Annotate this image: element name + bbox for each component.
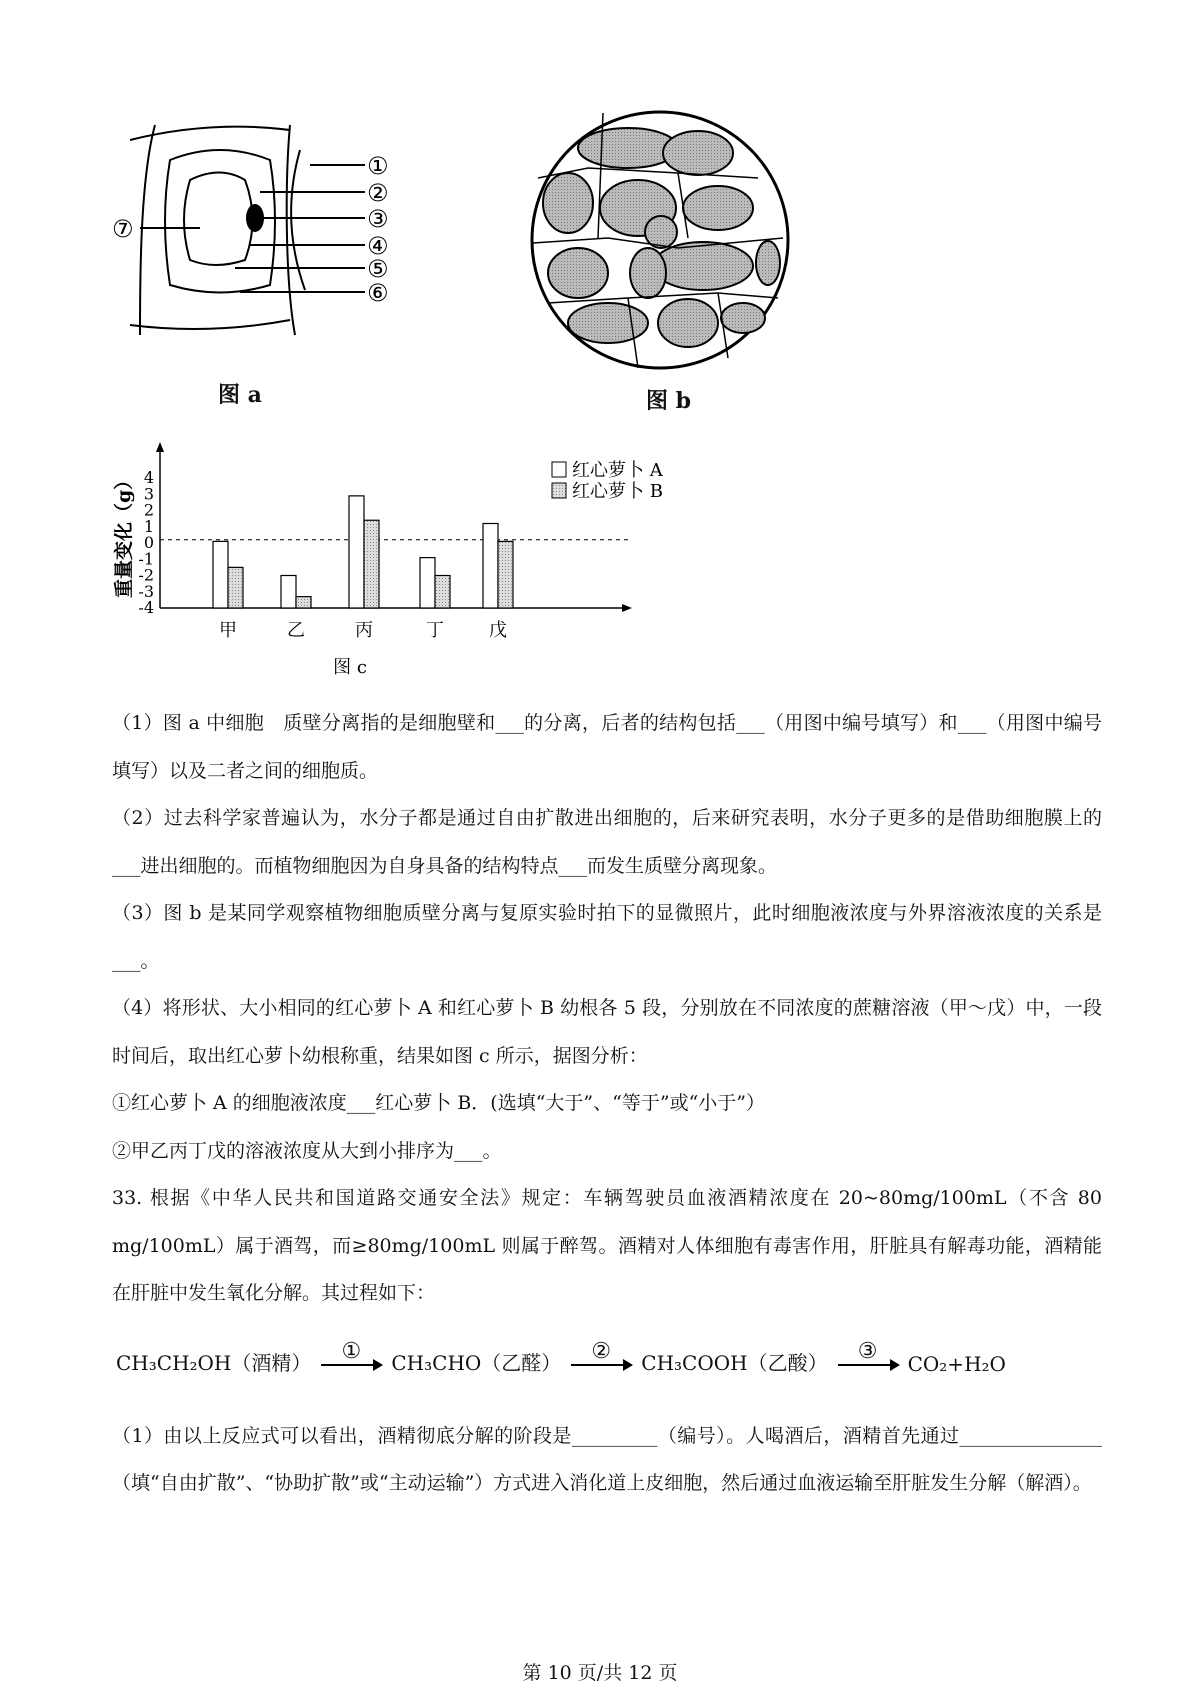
figure-b-caption: 图 b	[646, 388, 692, 414]
bar-a	[213, 541, 228, 608]
bar-a	[281, 576, 296, 609]
acetic-acid: CH₃COOH（乙酸）	[641, 1351, 828, 1375]
x-tick-label: 乙	[287, 620, 305, 641]
y-tick-label: -1	[138, 549, 154, 569]
y-tick-label: 1	[143, 516, 154, 536]
paragraph-33-1: （1）由以上反应式可以看出，酒精彻底分解的阶段是_________（编号）。人喝酒后，酒精首先通过_______________（填“自由扩散”、“协助扩散”或“主动运输”）方式进入消化道上皮细胞，然后通过血液运输至肝脏发生分解（解酒）。	[112, 1424, 1102, 1494]
bar-b	[296, 597, 311, 608]
x-axis-arrow	[622, 604, 632, 612]
x-tick-label: 戊	[489, 620, 507, 641]
label-3: ③	[367, 205, 389, 233]
paragraph-q4: （4）将形状、大小相同的红心萝卜 A 和红心萝卜 B 幼根各 5 段，分别放在不同浓度的蔗糖溶液（甲～戊）中，一段时间后，取出红心萝卜幼根称重，结果如图 c 所示，据图分析：	[112, 997, 1102, 1067]
y-tick-label: 0	[143, 533, 154, 552]
y-tick-label: 2	[143, 500, 154, 520]
legend-swatch	[552, 483, 566, 498]
figure-b-micrograph	[528, 108, 793, 373]
bar-b	[435, 576, 450, 609]
products: CO₂+H₂O	[907, 1352, 1006, 1376]
figure-a-caption: 图 a	[218, 382, 262, 408]
label-2: ②	[367, 179, 389, 207]
y-tick-label: 3	[143, 484, 154, 504]
paragraph-q4-1: ①红心萝卜 A 的细胞液浓度___红心萝卜 B．(选填“大于”、“等于”或“小于”）	[112, 1092, 765, 1114]
label-6: ⑥	[367, 279, 389, 307]
x-tick-label: 丙	[355, 620, 373, 641]
page-footer: 第 10 页/共 12 页	[522, 1662, 678, 1684]
chart-title: 图 c	[333, 657, 367, 678]
reaction-equation	[116, 1340, 1006, 1376]
figure-c-bar-chart	[100, 440, 750, 690]
bar-b	[498, 541, 513, 608]
legend-swatch	[552, 462, 566, 477]
y-axis-label: 重量变化（g）	[113, 470, 135, 598]
label-4: ④	[367, 232, 389, 260]
ethanol: CH₃CH₂OH（酒精）	[116, 1351, 312, 1375]
y-tick-label: 4	[143, 468, 154, 487]
x-tick-label: 甲	[219, 620, 237, 641]
y-tick-label: -4	[138, 598, 154, 617]
label-7: ⑦	[112, 215, 134, 243]
label-1: ①	[367, 152, 389, 180]
arrow-3: ③	[838, 1340, 898, 1376]
y-axis-arrow	[156, 442, 164, 452]
acetaldehyde: CH₃CHO（乙醛）	[391, 1351, 562, 1375]
nucleolus	[246, 204, 264, 232]
paragraph-q3: （3）图 b 是某同学观察植物细胞质壁分离与复原实验时拍下的显微照片，此时细胞液浓度与外界溶液浓度的关系是___。	[112, 902, 1102, 972]
paragraph-q4-2: ②甲乙丙丁戊的溶液浓度从大到小排序为___。	[112, 1139, 502, 1162]
bar-b	[364, 520, 379, 608]
paragraph-q2: （2）过去科学家普遍认为，水分子都是通过自由扩散进出细胞的，后来研究表明，水分子更多的是借助细胞膜上的___进出细胞的。而植物细胞因为自身具备的结构特点___而发生质壁分离现象。	[112, 807, 1102, 877]
paragraph-q1: （1）图 a 中细胞 质壁分离指的是细胞壁和___的分离，后者的结构包括___（用图中编号填写）和___（用图中编号填写）以及二者之间的细胞质。	[112, 712, 1102, 782]
bar-b	[228, 567, 243, 608]
arrow-2: ②	[571, 1340, 631, 1376]
x-tick-label: 丁	[426, 620, 444, 641]
y-tick-label: -3	[138, 581, 154, 601]
bar-a	[483, 524, 498, 609]
question-text	[112, 700, 1102, 1508]
paragraph-33: 33. 根据《中华人民共和国道路交通安全法》规定：车辆驾驶员血液酒精浓度在 20~80mg/100mL（不含 80 mg/100mL）属于酒驾，而≥80mg/100mL 则属于醉驾。酒精对人体细胞有毒害作用，肝脏具有解毒功能，酒精能在肝脏中发生氧化分解。其过程如下：	[112, 1187, 1102, 1304]
figure-a-cell-diagram	[110, 120, 450, 350]
legend-label: 红心萝卜 B	[572, 481, 663, 502]
bar-a	[420, 558, 435, 608]
legend-label: 红心萝卜 A	[572, 460, 663, 481]
bar-a	[349, 496, 364, 608]
y-tick-label: -2	[138, 565, 154, 585]
label-5: ⑤	[367, 255, 389, 283]
arrow-1: ①	[321, 1340, 381, 1376]
